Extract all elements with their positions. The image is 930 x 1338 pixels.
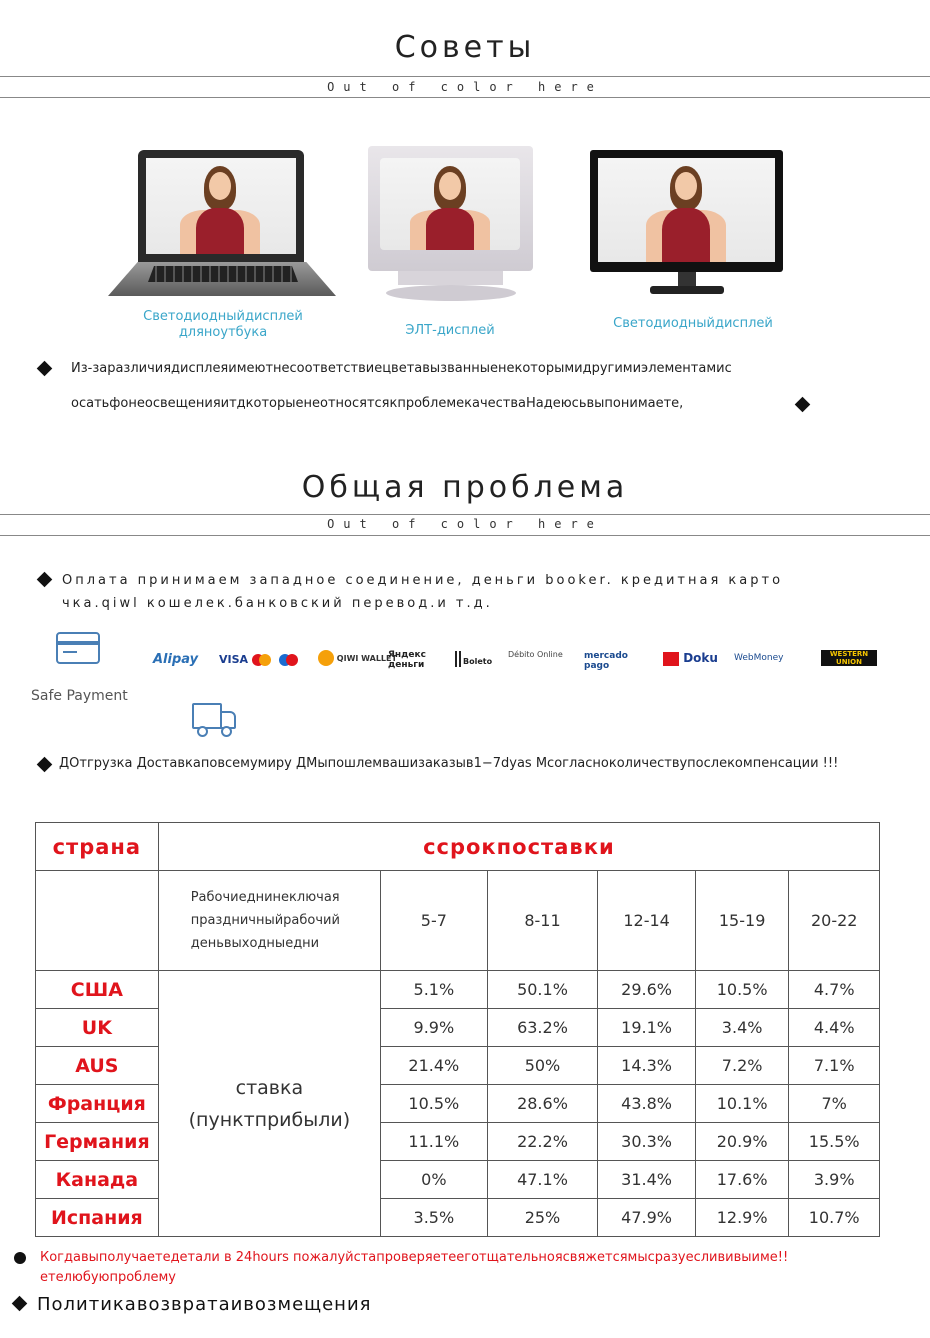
divider <box>0 76 930 77</box>
country-cell: Канада <box>36 1161 159 1199</box>
value-cell: 10.5% <box>381 1085 488 1123</box>
visa-logo <box>219 653 298 666</box>
bullet-dot-icon <box>14 1252 26 1264</box>
safe-payment-label: Safe Payment <box>31 688 128 704</box>
shipping-line: ДОтгрузка Доставкаповсемумиру ДМыпошлемвашизаказыв1−7dyas Мсогласноколичествупослекомпенсации !!! <box>59 756 839 771</box>
country-cell: США <box>36 971 159 1009</box>
value-cell: 14.3% <box>598 1047 696 1085</box>
section-subtitle: Out of color here <box>327 80 603 94</box>
rate-label-line-1: ставка <box>235 1076 304 1099</box>
value-cell: 7% <box>789 1085 880 1123</box>
inspection-notice-line-2: етелюбуюпроблему <box>40 1270 177 1285</box>
country-cell: Франция <box>36 1085 159 1123</box>
maestro-icon <box>286 654 298 666</box>
value-cell: 0% <box>381 1161 488 1199</box>
value-cell: 47.1% <box>487 1161 598 1199</box>
notice-line-2: осатьфонеосвещенияитдкоторыенеотносятсякпроблемекачестваНадеюсьвыпонимаете, <box>71 396 684 411</box>
doku-logo-text: Doku <box>683 651 718 665</box>
rate-label-line-2: (пунктприбыли) <box>188 1108 351 1131</box>
range-cell: 12-14 <box>598 871 696 971</box>
value-cell: 43.8% <box>598 1085 696 1123</box>
country-cell: UK <box>36 1009 159 1047</box>
table-subheader-row <box>36 871 880 971</box>
qiwi-logo <box>318 650 397 666</box>
divider <box>0 535 930 536</box>
value-cell: 28.6% <box>487 1085 598 1123</box>
value-cell: 20.9% <box>695 1123 789 1161</box>
workdays-label: Рабочиеднинеключая праздничныйрабочий деньвыходныедни <box>158 871 380 971</box>
divider <box>0 97 930 98</box>
crt-monitor-image <box>368 146 534 306</box>
payment-line-1: Оплата принимаем западное соединение, деньги booker. кредитная карто <box>62 573 784 588</box>
term-header: ссрокпоставки <box>158 823 879 871</box>
value-cell: 5.1% <box>381 971 488 1009</box>
value-cell: 25% <box>487 1199 598 1237</box>
doku-icon <box>663 652 679 666</box>
value-cell: 10.1% <box>695 1085 789 1123</box>
doku-logo <box>663 651 718 666</box>
alipay-logo: Alipay <box>153 652 199 667</box>
caption-laptop-text: Светодиодныйдисплей дляноутбука <box>143 309 303 340</box>
value-cell: 19.1% <box>598 1009 696 1047</box>
value-cell: 15.5% <box>789 1123 880 1161</box>
qiwi-logo-text: QIWI WALLET <box>336 653 397 663</box>
credit-card-icon <box>56 632 100 664</box>
caption-led: Светодиодныйдисплей <box>613 316 773 331</box>
value-cell: 50% <box>487 1047 598 1085</box>
visa-logo-text: VISA <box>219 653 249 666</box>
range-cell: 20-22 <box>789 871 880 971</box>
range-cell: 15-19 <box>695 871 789 971</box>
section-subtitle: Out of color here <box>327 517 603 531</box>
value-cell: 3.5% <box>381 1199 488 1237</box>
value-cell: 50.1% <box>487 971 598 1009</box>
empty-cell <box>36 871 159 971</box>
shipping-table <box>35 822 880 1237</box>
mercado-pago-logo: mercado pago <box>584 651 628 671</box>
value-cell: 7.1% <box>789 1047 880 1085</box>
payment-line-2: чка.qiwl кошелек.банковский перевод.и т.д. <box>62 596 493 611</box>
debito-online-logo: Débito Online <box>508 650 563 659</box>
value-cell: 63.2% <box>487 1009 598 1047</box>
qiwi-icon <box>318 650 334 666</box>
bullet-icon <box>37 361 53 377</box>
notice-line-1: Из-заразличиядисплеяимеютнесоответствиецветавызванныенекоторымидругимиэлементамис <box>71 361 732 376</box>
bullet-icon <box>12 1296 28 1312</box>
bullet-icon <box>795 397 811 413</box>
table-row <box>36 971 880 1009</box>
range-cell: 8-11 <box>487 871 598 971</box>
value-cell: 10.7% <box>789 1199 880 1237</box>
western-union-logo: WESTERN UNION <box>821 650 877 666</box>
bullet-icon <box>37 757 53 773</box>
value-cell: 4.4% <box>789 1009 880 1047</box>
range-cell: 5-7 <box>381 871 488 971</box>
value-cell: 47.9% <box>598 1199 696 1237</box>
country-cell: AUS <box>36 1047 159 1085</box>
value-cell: 3.4% <box>695 1009 789 1047</box>
value-cell: 21.4% <box>381 1047 488 1085</box>
inspection-notice-line-1: Когдавыполучаетедетали в 24hours пожалуйстапроверяетееготщательноясвяжетсямысразуеслививыиме!! <box>40 1250 789 1265</box>
caption-laptop <box>128 309 318 341</box>
section-title-tips: Советы <box>394 30 536 65</box>
value-cell: 10.5% <box>695 971 789 1009</box>
value-cell: 29.6% <box>598 971 696 1009</box>
value-cell: 12.9% <box>695 1199 789 1237</box>
return-policy-heading: Политикавозвратаивозмещения <box>37 1294 372 1315</box>
value-cell: 3.9% <box>789 1161 880 1199</box>
bullet-icon <box>37 572 53 588</box>
value-cell: 22.2% <box>487 1123 598 1161</box>
led-monitor-image <box>590 150 784 300</box>
value-cell: 9.9% <box>381 1009 488 1047</box>
divider <box>0 514 930 515</box>
caption-crt: ЭЛТ-дисплей <box>405 323 495 338</box>
country-header: страна <box>36 823 159 871</box>
country-cell: Германия <box>36 1123 159 1161</box>
webmoney-logo: WebMoney <box>734 653 784 663</box>
yandex-money-logo: Яндекс деньги <box>388 650 426 670</box>
value-cell: 31.4% <box>598 1161 696 1199</box>
value-cell: 11.1% <box>381 1123 488 1161</box>
rate-label <box>158 971 380 1237</box>
table-header-row <box>36 823 880 871</box>
value-cell: 30.3% <box>598 1123 696 1161</box>
boleto-logo: Boleto <box>455 651 497 667</box>
value-cell: 4.7% <box>789 971 880 1009</box>
laptop-image <box>108 150 338 300</box>
value-cell: 17.6% <box>695 1161 789 1199</box>
mastercard-icon <box>259 654 271 666</box>
section-title-common-problem: Общая проблема <box>301 470 629 505</box>
truck-icon <box>192 703 236 735</box>
country-cell: Испания <box>36 1199 159 1237</box>
value-cell: 7.2% <box>695 1047 789 1085</box>
